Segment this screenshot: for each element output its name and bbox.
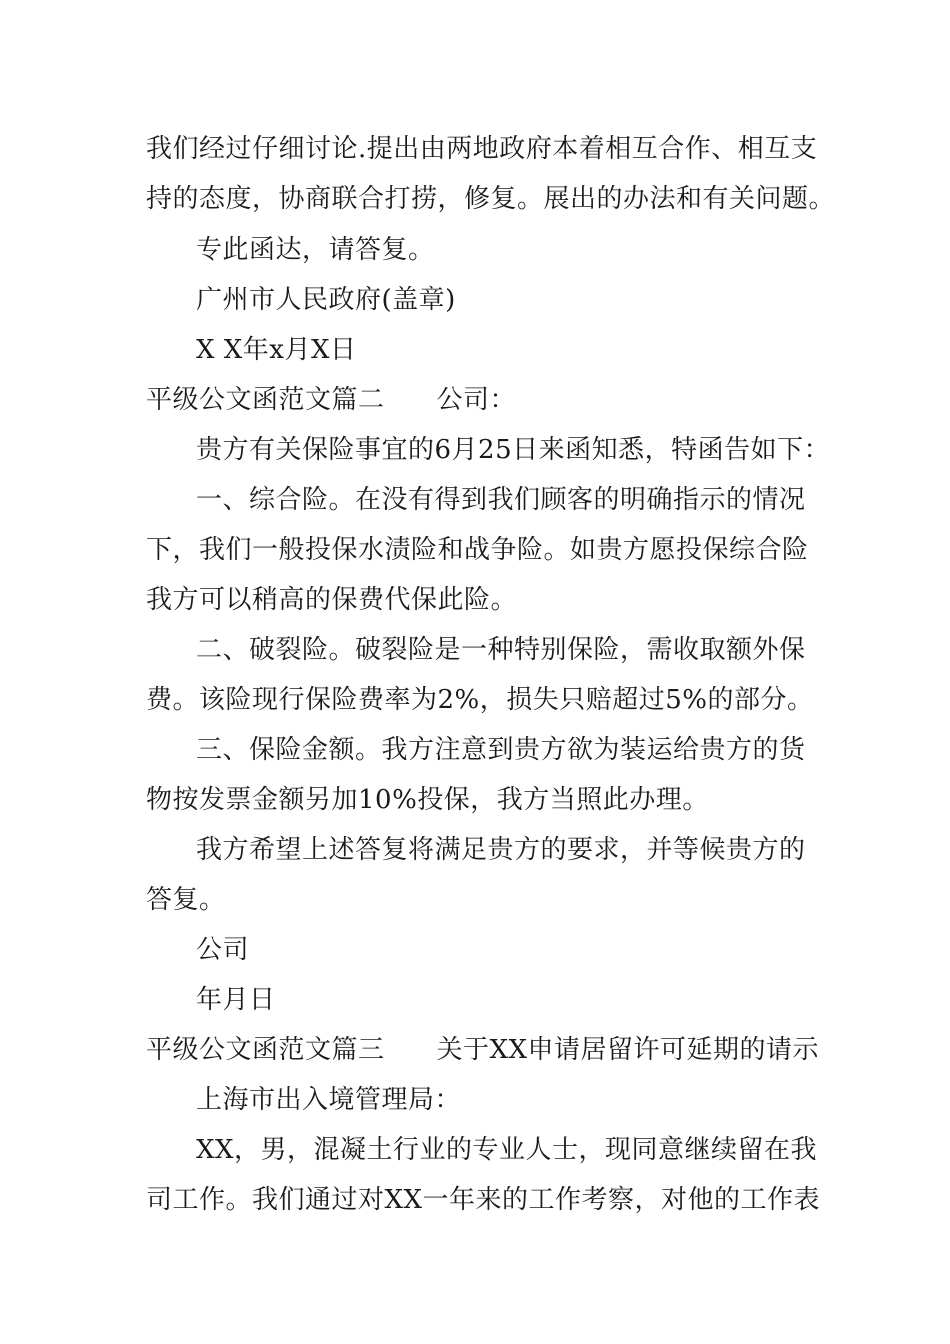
body-line: 答复。 [146,885,226,915]
addressee-line: 上海市出入境管理局： [196,1085,462,1115]
body-line: 我方可以稍高的保费代保此险。 [146,585,518,615]
body-line: 我方希望上述答复将满足贵方的要求，并等候贵方的 [196,835,806,865]
body-line: 司工作。我们通过对XX一年来的工作考察，对他的工作表 [146,1185,821,1215]
body-line: 费。该险现行保险费率为2%，损失只赔超过5%的部分。 [146,685,814,715]
section-addressee: 公司： [436,385,517,415]
body-line: XX，男，混凝土行业的专业人士，现同意继续留在我 [196,1135,818,1165]
date-line: X X年x月X日 [196,335,357,365]
body-line: 贵方有关保险事宜的6月25日来函知悉，特函告如下： [196,435,831,465]
body-line: 我们经过仔细讨论.提出由两地政府本着相互合作、相互支 [146,134,818,164]
section-heading [146,1033,826,1067]
section-heading [146,383,826,417]
date-line: 年月日 [196,985,276,1015]
section-title: 平级公文函范文篇三 [146,1035,385,1065]
body-line: 持的态度，协商联合打捞，修复。展出的办法和有关问题。 [146,184,836,214]
body-line: 三、保险金额。我方注意到贵方欲为装运给贵方的货 [196,735,806,765]
signature-line: 公司 [196,935,250,965]
section-subject: 关于XX申请居留许可延期的请示 [436,1035,820,1065]
body-line: 下，我们一般投保水渍险和战争险。如贵方愿投保综合险 [146,535,809,565]
signature-line: 广州市人民政府(盖章) [196,285,456,315]
body-line: 二、破裂险。破裂险是一种特别保险，需收取额外保 [196,635,806,665]
body-line: 一、综合险。在没有得到我们顾客的明确指示的情况 [196,485,806,515]
body-line: 物按发票金额另加10%投保，我方当照此办理。 [146,785,709,815]
closing-line: 专此函达，请答复。 [196,235,435,265]
section-title: 平级公文函范文篇二 [146,385,385,415]
